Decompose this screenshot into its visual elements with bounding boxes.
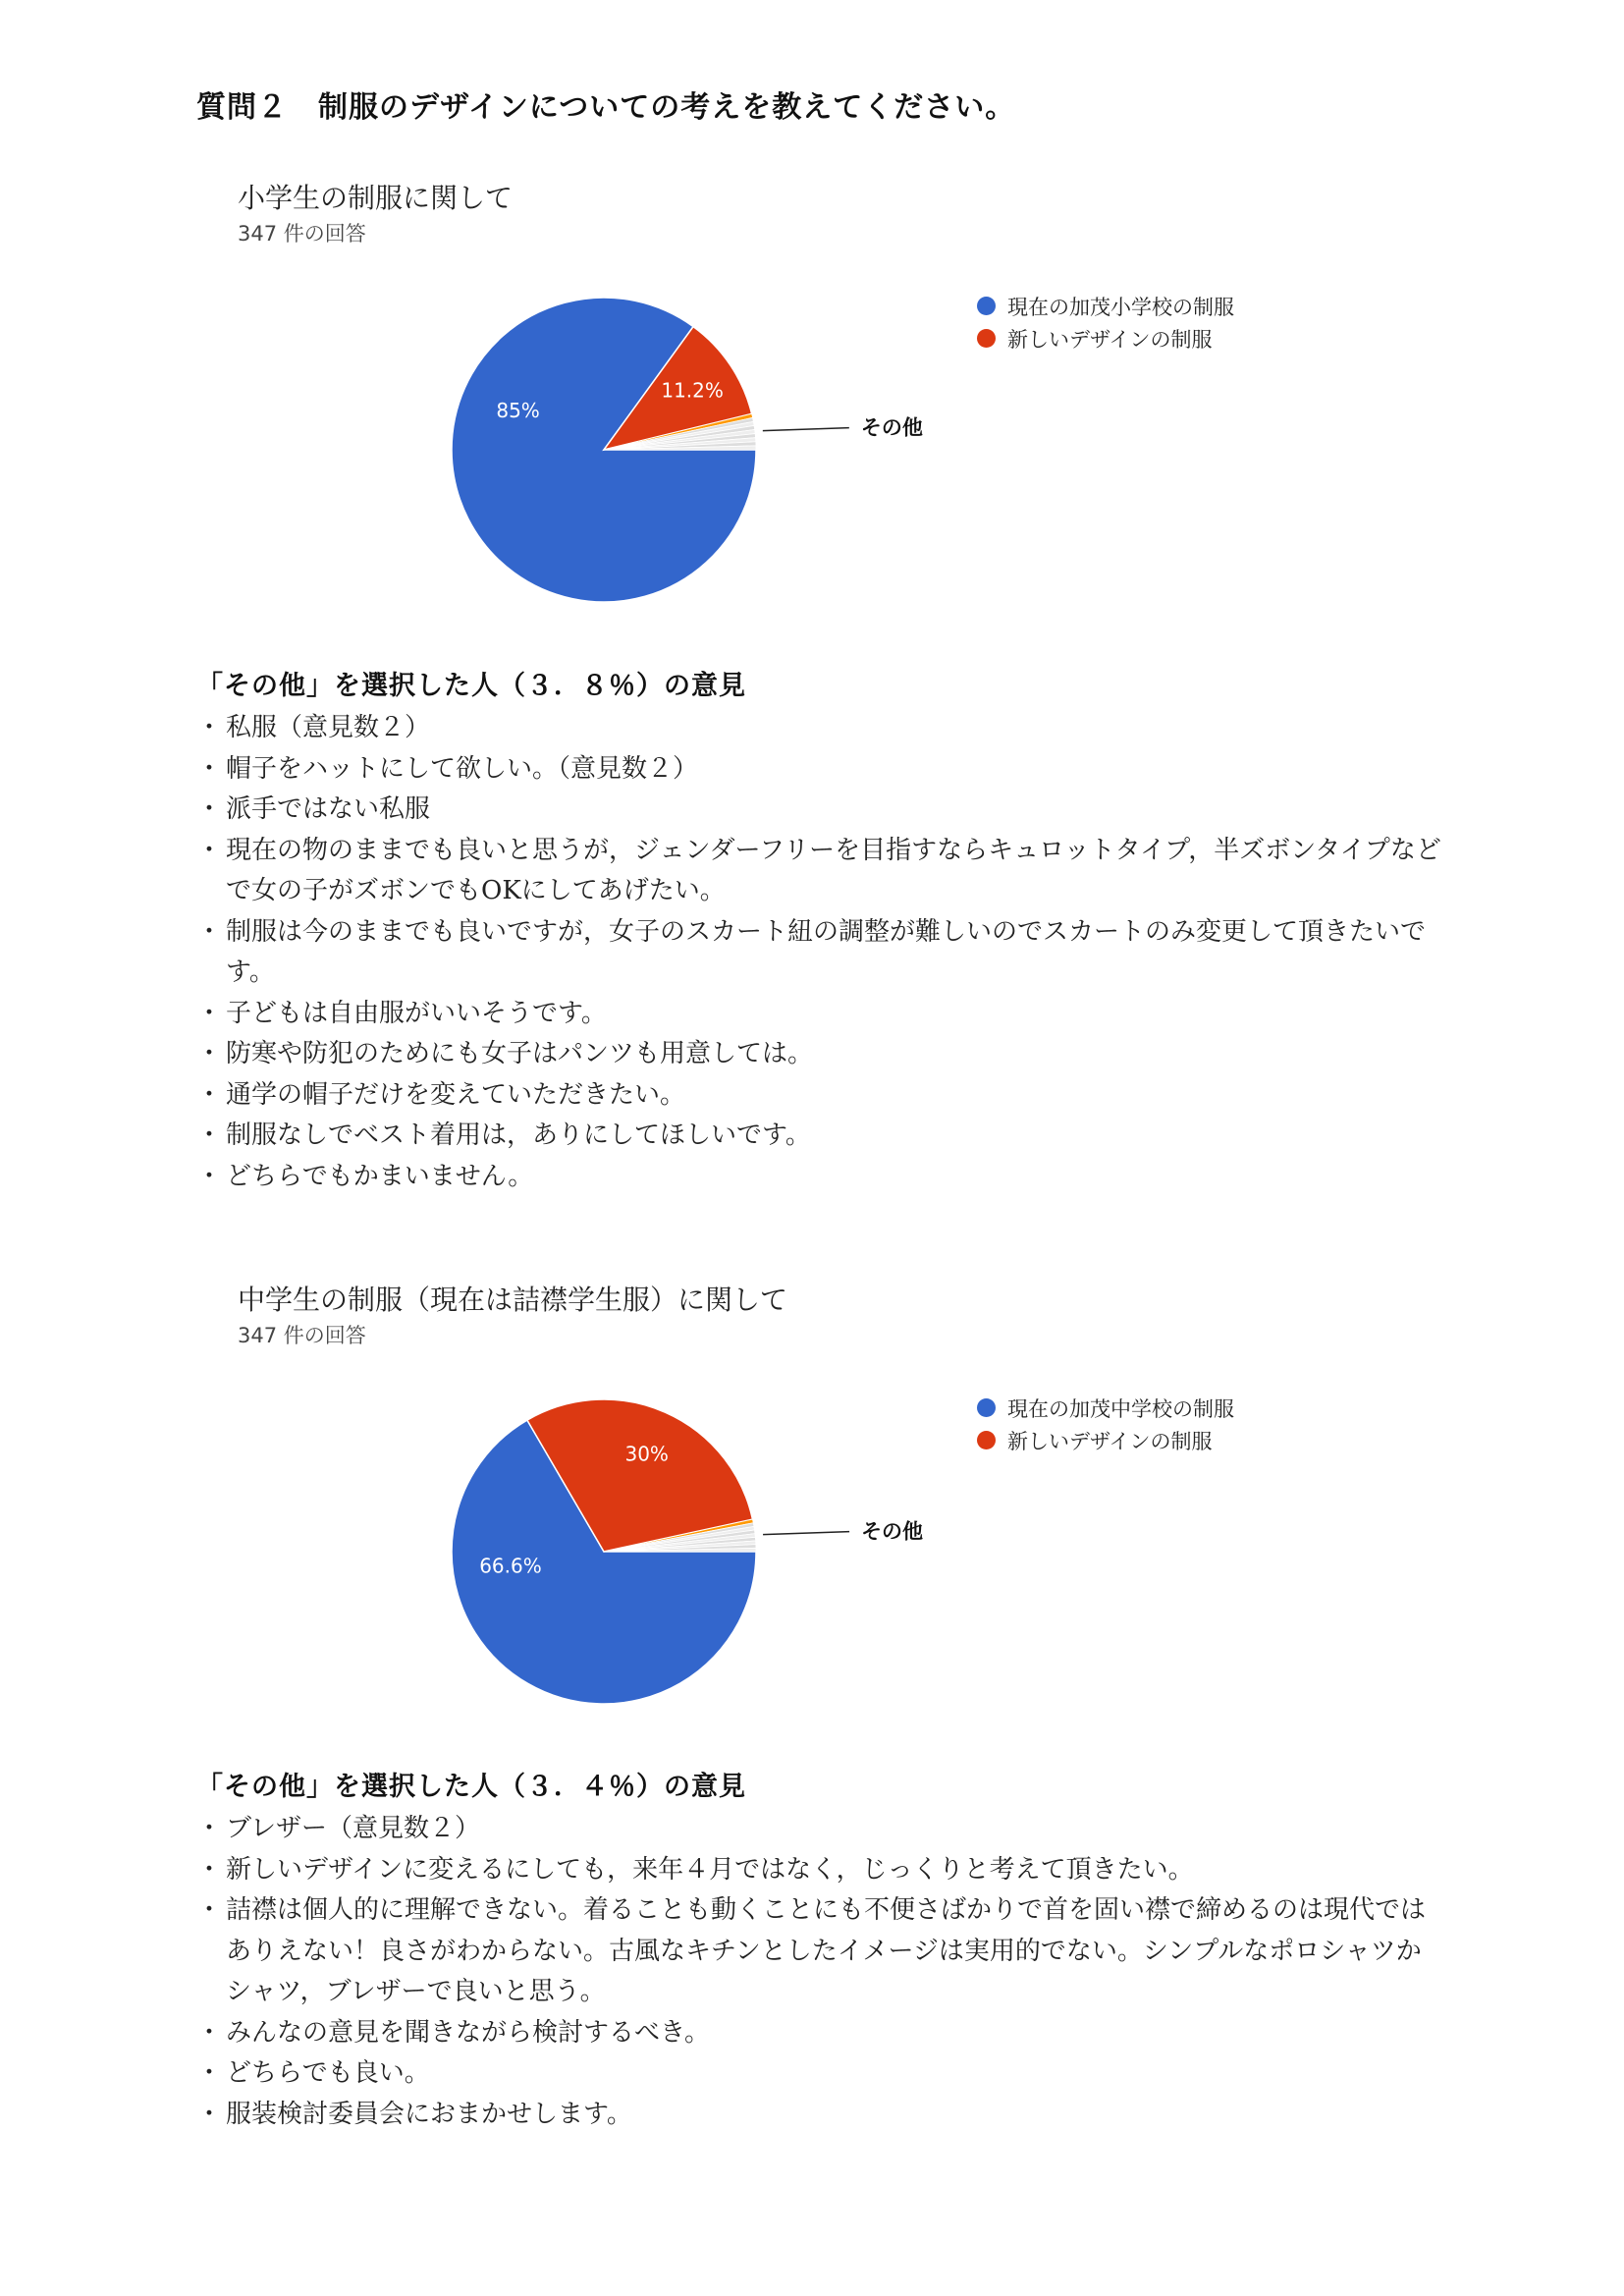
pie-label-new: 30%: [624, 1442, 669, 1466]
list-item: ・ 派手ではない私服: [196, 790, 1443, 831]
legend-dot-icon: [977, 1398, 996, 1417]
chart-title: 中学生の制服（現在は詰襟学生服）に関して: [238, 1284, 788, 1316]
other-leader-line: [763, 1532, 849, 1535]
list-item: ・ 帽子をハットにして欲しい。（意見数２）: [196, 749, 1443, 791]
list-item: ・ 防寒や防犯のためにも女子はパンツも用意しては。: [196, 1034, 1443, 1075]
list-item: ・ 制服は今のままでも良いですが，女子のスカート紐の調整が難しいのでスカートのみ変更して頂きたいです。: [196, 912, 1443, 994]
section-heading: 「その他」を選択した人（３．４％）の意見: [196, 1772, 746, 1802]
other-label: その他: [861, 1519, 924, 1544]
legend-label: 現在の加茂中学校の制服: [1007, 1396, 1234, 1421]
pie-label-new: 11.2%: [661, 378, 724, 403]
list-item: ・ どちらでもかまいません。: [196, 1157, 1443, 1198]
list-item: ・ 制服なしでベスト着用は，ありにしてほしいです。: [196, 1116, 1443, 1157]
list-item: ・ 服装検討委員会におまかせします。: [196, 2095, 1443, 2136]
section-heading: 「その他」を選択した人（３．８％）の意見: [196, 671, 746, 701]
list-item: ・ みんなの意見を聞きながら検討するべき。: [196, 2013, 1443, 2054]
chart-junior-high: [236, 1279, 1316, 1730]
comments-section-elementary: [196, 664, 1443, 1197]
chart-legend: [977, 290, 1234, 355]
list-item: ・ 現在の物のままでも良いと思うが，ジェンダーフリーを目指すならキュロットタイプ，半ズボンタイプなどで女の子がズボンでもOKにしてあげたい。: [196, 831, 1443, 912]
legend-dot-icon: [977, 329, 996, 348]
chart-legend: [977, 1392, 1234, 1456]
other-leader-line: [763, 428, 849, 431]
legend-dot-icon: [977, 1431, 996, 1449]
legend-label: 新しいデザインの制服: [1007, 1429, 1213, 1453]
list-item: ・ 子どもは自由服がいいそうです。: [196, 994, 1443, 1035]
list-item: ・ どちらでも良い。: [196, 2053, 1443, 2095]
question-heading: 質問２ 制服のデザインについての考えを教えてください。: [196, 90, 1016, 125]
list-item: ・ 新しいデザインに変えるにしても，来年４月ではなく，じっくりと考えて頂きたい。: [196, 1850, 1443, 1891]
list-item: ・ 私服（意見数２）: [196, 708, 1443, 749]
legend-dot-icon: [977, 297, 996, 315]
response-count: 347 件の回答: [238, 1324, 366, 1347]
pie-chart: [236, 1279, 1316, 1730]
other-label: その他: [860, 415, 923, 440]
chart-title: 小学生の制服に関して: [238, 182, 514, 214]
pie-label-current: 66.6%: [479, 1554, 542, 1578]
pie-chart: [236, 177, 1316, 629]
list-item: ・ ブレザー（意見数２）: [196, 1809, 1443, 1850]
response-count: 347 件の回答: [238, 222, 366, 246]
legend-item-new: [977, 322, 1234, 355]
legend-item-current: [977, 290, 1234, 322]
comments-section-junior-high: [196, 1765, 1443, 2135]
legend-item-new: [977, 1424, 1234, 1456]
list-item: ・ 通学の帽子だけを変えていただきたい。: [196, 1075, 1443, 1117]
pie-label-current: 85%: [496, 399, 540, 423]
chart-elementary: [236, 177, 1316, 629]
comment-list: [196, 708, 1443, 1197]
legend-label: 現在の加茂小学校の制服: [1007, 295, 1234, 319]
legend-item-current: [977, 1392, 1234, 1424]
list-item: ・ 詰襟は個人的に理解できない。着ることも動くことにも不便さばかりで首を固い襟で締めるのは現代ではありえない！良さがわからない。古風なキチンとしたイメージは実用的でない。シンプルなポロシャツかシャツ，ブレザーで良いと思う。: [196, 1890, 1443, 2013]
legend-label: 新しいデザインの制服: [1007, 327, 1213, 352]
comment-list: [196, 1809, 1443, 2135]
